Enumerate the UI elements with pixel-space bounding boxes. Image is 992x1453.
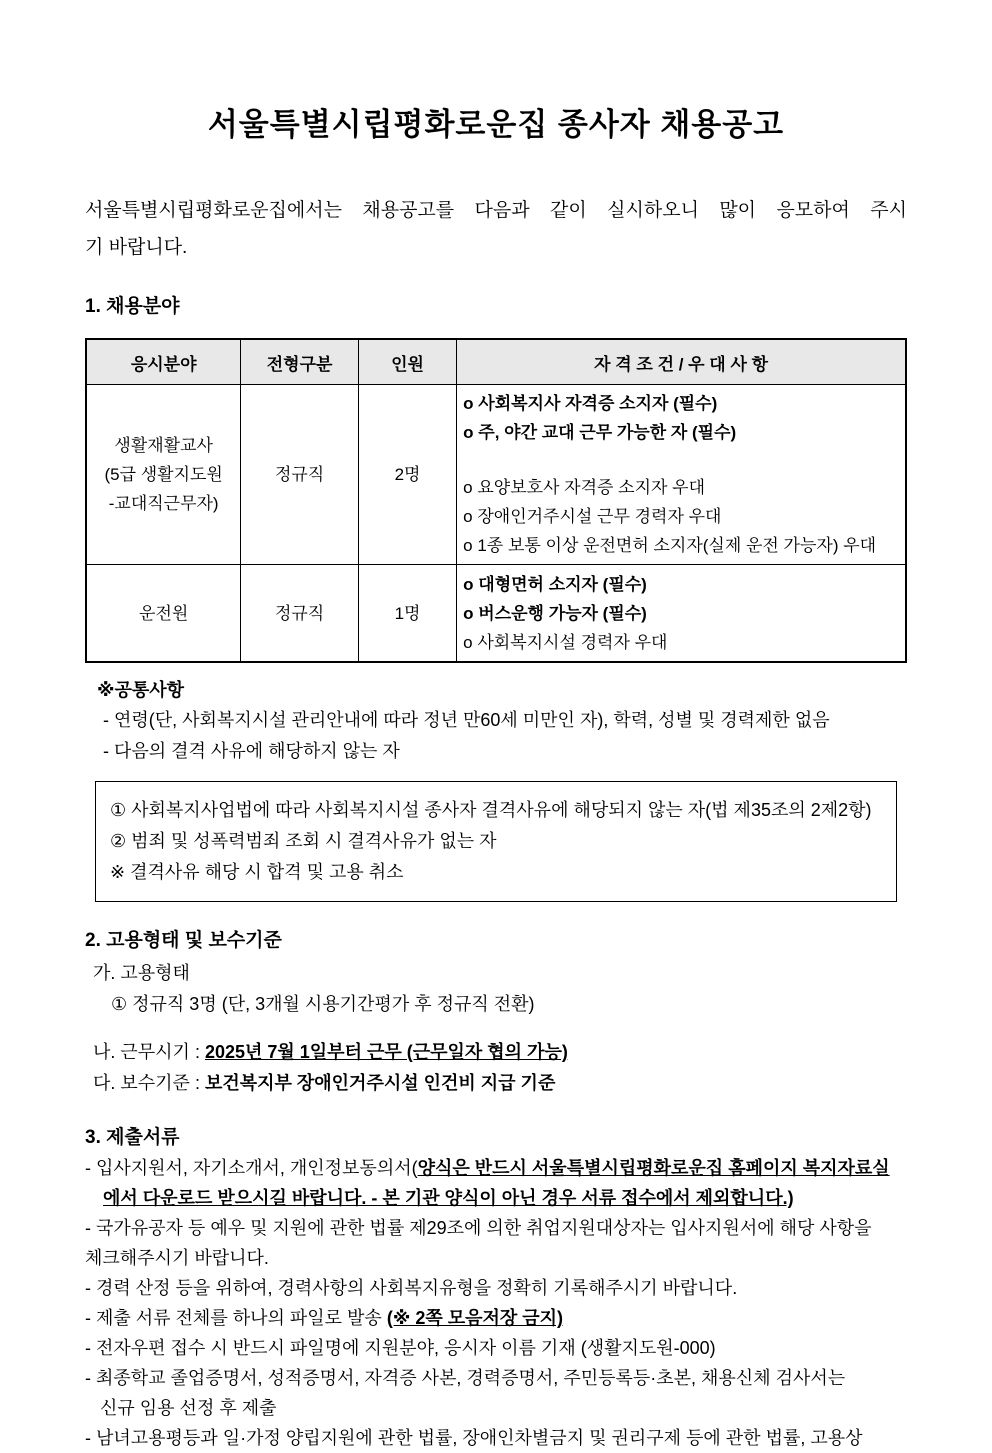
table-row	[86, 385, 906, 565]
pay-standard-value: 보건복지부 장애인거주시설 인건비 지급 기준	[204, 1073, 556, 1093]
submission-item-continuation: 신규 임용 선정 후 제출	[100, 1398, 277, 1418]
header-qualifications: 자 격 조 건 / 우 대 사 항	[457, 339, 906, 385]
intro-line-2: 기 바랍니다.	[85, 237, 188, 258]
recruitment-table-header	[86, 339, 906, 385]
submission-item: - 전자우편 접수 시 반드시 파일명에 지원분야, 응시자 이름 기재 (생활지도원-000)	[85, 1338, 716, 1358]
field-line: 운전원	[139, 603, 189, 623]
disqualification-line: ① 사회복지사업법에 따라 사회복지시설 종사자 결격사유에 해당되지 않는 자(법 제35조의 2제2항)	[110, 800, 872, 820]
cell-count: 2명	[358, 385, 456, 565]
common-notes-heading: ※공통사항	[97, 680, 185, 700]
submission-item-text: - 제출 서류 전체를 하나의 파일로 발송	[85, 1308, 387, 1328]
page-title: 서울특별시립평화로운집 종사자 채용공고	[207, 107, 785, 142]
submission-item: - 최종학교 졸업증명서, 성적증명서, 자격증 사본, 경력증명서, 주민등록등·초본, 채용신체 검사서는	[85, 1368, 846, 1388]
submission-item-emphasis: 에서 다운로드 받으시길 바랍니다. - 본 기관 양식이 아닌 경우 서류 접수에서 제외합니다.)	[103, 1188, 794, 1208]
employment-type-label: 가. 고용형태	[93, 963, 190, 983]
common-notes	[85, 675, 907, 902]
submission-item-continuation: 체크해주시기 바랍니다.	[85, 1248, 269, 1268]
work-period-value: 2025년 7월 1일부터 근무 (근무일자 협의 가능)	[204, 1042, 568, 1062]
intro-line-1: 서울특별시립평화로운집에서는 채용공고를 다음과 같이 실시하오니 많이 응모하여 주시	[85, 200, 907, 221]
disqualification-line: ② 범죄 및 성폭력범죄 조회 시 결격사유가 없는 자	[110, 831, 497, 851]
employment-type-item: ① 정규직 3명 (단, 3개월 시용기간평가 후 정규직 전환)	[111, 994, 535, 1014]
field-line: 생활재활교사	[114, 436, 213, 455]
pay-standard-line	[93, 1068, 907, 1099]
common-note-item: - 다음의 결격 사유에 해당하지 않는 자	[103, 741, 400, 761]
submission-item-emphasis: 양식은 반드시 서울특별시립평화로운집 홈페이지 복지자료실	[417, 1158, 890, 1178]
qualification-item: o 1종 보통 이상 운전면허 소지자(실제 운전 가능자) 우대	[463, 536, 877, 555]
submission-item: - 경력 산정 등을 위하여, 경력사항의 사회복지유형을 정확히 기록해주시기 바랍니다.	[85, 1278, 738, 1298]
field-line: (5급 생활지도원	[104, 465, 223, 484]
work-period-line	[93, 1037, 907, 1068]
submission-item-text: - 입사지원서, 자기소개서, 개인정보동의서(	[85, 1158, 418, 1178]
section2-heading: 2. 고용형태 및 보수기준	[85, 930, 282, 951]
qualification-item: o 주, 야간 교대 근무 가능한 자 (필수)	[463, 423, 737, 442]
cell-type: 정규직	[241, 385, 359, 565]
header-field: 응시분야	[86, 339, 241, 385]
table-row	[86, 565, 906, 663]
submission-item: - 남녀고용평등과 일·가정 양립지원에 관한 법률, 장애인차별금지 및 권리구제 등에 관한 법률, 고용상	[85, 1428, 863, 1448]
field-line: -교대직근무자)	[108, 494, 219, 513]
common-note-item: - 연령(단, 사회복지시설 관리안내에 따라 정년 만60세 미만인 자), 학력, 성별 및 경력제한 없음	[103, 710, 830, 730]
header-type: 전형구분	[241, 339, 359, 385]
qualification-item: o 사회복지사 자격증 소지자 (필수)	[463, 394, 718, 413]
section3-heading: 3. 제출서류	[85, 1127, 180, 1148]
qualification-item: o 장애인거주시설 근무 경력자 우대	[463, 507, 722, 526]
recruitment-table-body	[86, 385, 906, 663]
submission-item	[85, 1303, 907, 1333]
cell-type: 정규직	[241, 565, 359, 663]
cell-field	[86, 385, 241, 565]
cell-count: 1명	[358, 565, 456, 663]
disqualification-box	[95, 781, 897, 902]
disqualification-line: ※ 결격사유 해당 시 합격 및 고용 취소	[110, 862, 404, 882]
qualification-item: o 대형면허 소지자 (필수)	[463, 574, 647, 594]
cell-field	[86, 565, 241, 663]
submission-item-emphasis: (※ 2쪽 모음저장 금지)	[386, 1308, 564, 1328]
qualification-item: o 버스운행 가능자 (필수)	[463, 603, 647, 623]
recruitment-table	[85, 338, 907, 663]
submission-item-continuation	[103, 1183, 907, 1213]
cell-qualifications	[457, 385, 906, 565]
qualification-item: o 사회복지시설 경력자 우대	[463, 632, 668, 652]
section1-heading: 1. 채용분야	[85, 296, 180, 317]
qualification-item: o 요양보호사 자격증 소지자 우대	[463, 478, 706, 497]
header-count: 인원	[358, 339, 456, 385]
submission-item: - 국가유공자 등 예우 및 지원에 관한 법률 제29조에 의한 취업지원대상자는 입사지원서에 해당 사항을	[85, 1218, 872, 1238]
submission-item	[85, 1153, 907, 1183]
cell-qualifications	[457, 565, 906, 663]
header-row	[86, 339, 906, 385]
work-period-label: 나. 근무시기 :	[93, 1042, 205, 1062]
intro-paragraph	[85, 192, 907, 266]
pay-standard-label: 다. 보수기준 :	[93, 1073, 205, 1093]
